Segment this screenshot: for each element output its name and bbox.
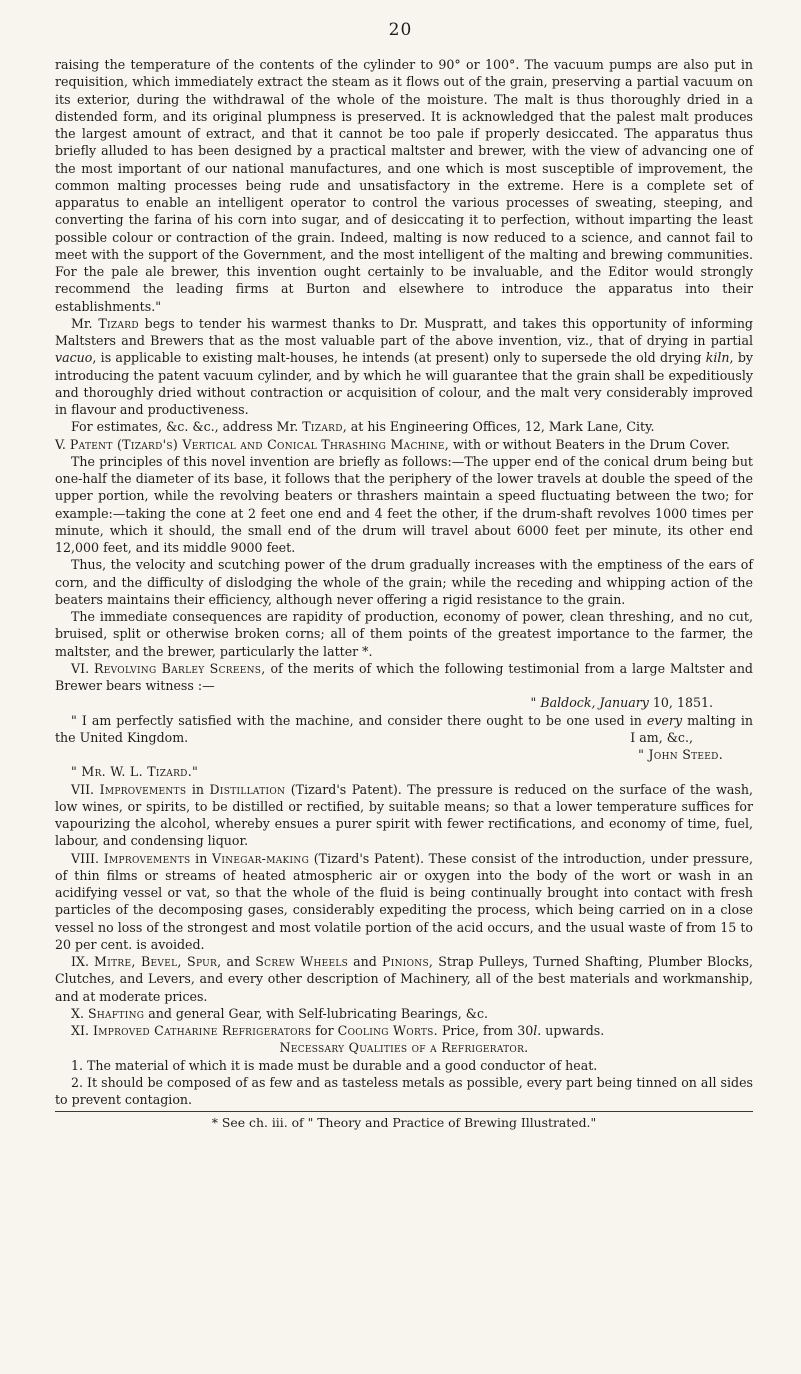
testimonial-body: " I am perfectly satisfied with the machine, and consider there ought to be one used in every malting in the United Kingdom. I am, &c., [55,712,754,745]
section-vii-distillation: VII. Improvements in Distillation (Tizard's Patent). The pressure is reduced on the surface of the wash, low wines, or spirits, to be distilled or rectified, by suitable means; so that a lower temperature suffices for vapourizing the alcohol, whereby ensues a purer spirit with fewer rectifications, and economy of time, fuel, labour, and condensing liquor. [55,781,753,849]
section-vi-heading: VI. Revolving Barley Screens, of the merits of which the following testimonial from a large Maltster and Brewer bears witness :— [55,660,753,693]
testimonial-dateline: " Baldock, January 10, 1851. [530,695,713,711]
paragraph-velocity: Thus, the velocity and scutching power of the drum gradually increases with the emptiness of the ears of corn, and the difficulty of dislodging the whole of the grain; while the receding and whipping action of the beaters maintains their efficiency, although never offering a rigid resistance to the grain. [55,557,753,607]
quality-2: 2. It should be composed of as few and as tasteless metals as possible, every part being tinned on all sides to prevent contagion. [55,1074,753,1107]
footnote-divider [55,1111,753,1112]
footnote: * See ch. iii. of " Theory and Practice of Brewing Illustrated." [211,1115,597,1131]
paragraph-conical-drum: The principles of this novel invention are briefly as follows:—The upper end of the conical drum being but one-half the diameter of its base, it follows that the periphery of the lower travels at double the speed of the upper portion, while the revolving beaters or thrashers maintain a speed fluctuating between the two; for example:—taking the cone at 2 feet one end and 4 feet the other, if the drum-shaft revolves 1000 times per minute, which it should, the small end of the drum will travel about 6000 feet per minute, its other end 12,000 feet, and its middle 9000 feet. [55,453,753,555]
testimonial-addressee: " Mr. W. L. Tizard." [71,764,199,780]
section-xi-refrigerators: XI. Improved Catharine Refrigerators for Cooling Worts. Price, from 30l. upwards. [71,1023,605,1038]
paragraph-vacuum-drying: raising the temperature of the contents of the cylinder to 90° or 100°. The vacuum pumps are also put in requisition, which immediately extract the steam as it flows out of the grain, preserving a partial vacuum on its exterior, during the withdrawal of the whole of the moisture. The malt is thus thoroughly dried in a distended form, and its original plumpness is preserved. It is acknowledged that the palest malt produces the largest amount of extract, and that it cannot be too pale if properly desiccated. The apparatus thus briefly alluded to has been designed by a practical maltster and brewer, with the view of advancing one of the most important of our national manufactures, and one which is most susceptible of improvement, the common malting processes being rude and unsatisfactory in the extreme. Here is a complete set of apparatus to enable an intelligent operator to control the various processes of sweating, steeping, and converting the farina of his corn into sugar, and of desiccating it to perfection, without imparting the least possible colour or contraction of the grain. Indeed, malting is now reduced to a science, and cannot fail to meet with the support of the Government, and the most intelligent of the malting and brewing communities. For the pale ale brewer, this invention ought certainly to be invaluable, and the Editor would strongly recommend the leading firms at Burton and elsewhere to introduce the apparatus into their establishments." [55,57,753,314]
section-v-heading: V. Patent (Tizard's) Vertical and Conical Thrashing Machine, with or without Beaters in the Drum Cover. [55,436,730,452]
quality-1: 1. The material of which it is made must be durable and a good conductor of heat. [71,1057,598,1073]
qualities-heading: Necessary Qualities of a Refrigerator. [279,1040,529,1056]
section-ix-wheels: IX. Mitre, Bevel, Spur, and Screw Wheels and Pinions, Strap Pulleys, Turned Shafting, Plumber Blocks, Clutches, and Levers, and every other description of Machinery, all of the best materials and workmanship, and at moderate prices. [55,954,754,1004]
section-x-shafting: X. Shafting and general Gear, with Self-lubricating Bearings, &c. [71,1005,489,1021]
page-number: 20 [388,20,413,40]
paragraph-tizard-thanks: Mr. Tizard begs to tender his warmest thanks to Dr. Muspratt, and takes this opportunity of informing Maltsters and Brewers that as the most valuable part of the above invention, viz., that of drying in partial vacuo, is applicable to existing malt-houses, he intends (at present) only to supersede the old drying kiln, by introducing the patent vacuum cylinder, and by which he will guarantee that the grain shall be expeditiously and thoroughly dried without contraction or acquisition of colour, and the malt very considerably improved in flavour and productiveness. [55,315,753,417]
testimonial-close: I am, &c., [630,729,693,745]
page-body [55,56,753,1132]
paragraph-consequences: The immediate consequences are rapidity of production, economy of power, clean threshing, and no cut, bruised, split or otherwise broken corns; all of them points of the greatest importance to the farmer, the maltster, and the brewer, particularly the latter *. [55,609,753,659]
paragraph-estimates: For estimates, &c. &c., address Mr. Tizard, at his Engineering Offices, 12, Mark Lane, City. [71,419,655,435]
section-viii-vinegar: VIII. Improvements in Vinegar-making (Tizard's Patent). These consist of the introduction, under pressure, of thin films or streams of heated atmospheric air or oxygen into the body of the wort or wash in an acidifying vessel or vat, so that the whole of the fluid is being continually brought into contact with fresh particles of the decomposing gases, considerably expediting the process, which being carried on in a close vessel no loss of the strongest and most volatile portion of the acid occurs, and the usual waste of from 15 to 20 per cent. is avoided. [55,850,753,952]
testimonial-signer: " John Steed. [638,747,723,762]
